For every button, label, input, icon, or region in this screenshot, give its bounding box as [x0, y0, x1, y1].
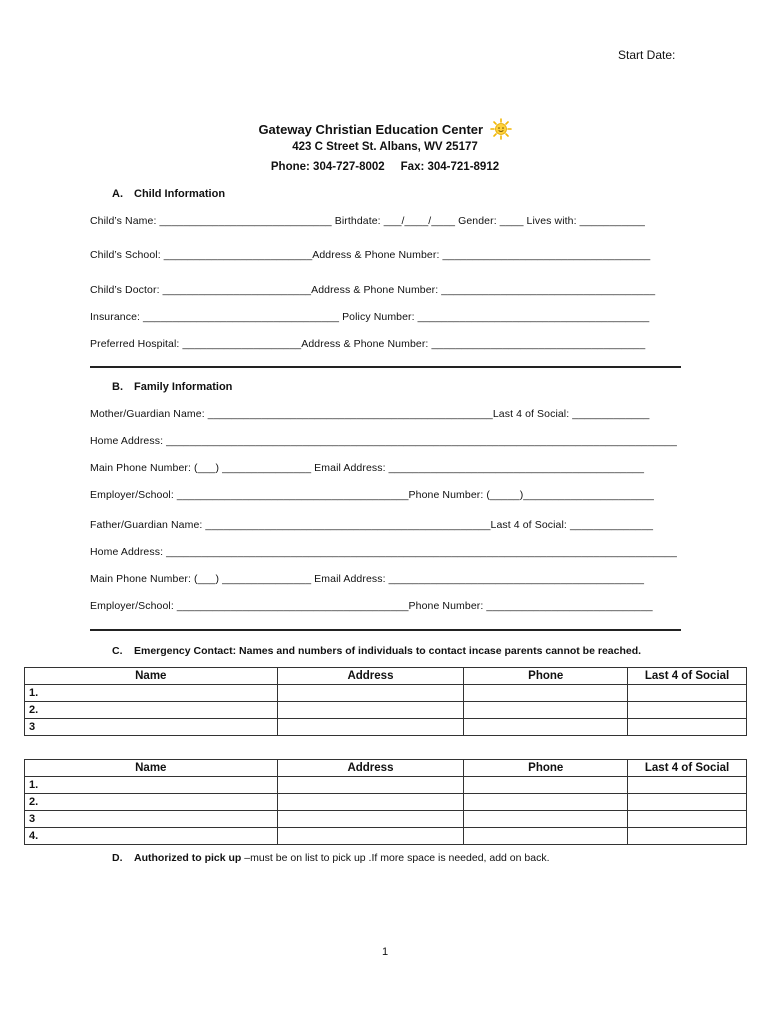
child-school-line[interactable]: Child’s School: _________________________Address & Phone Number: ___________________________________	[90, 249, 651, 261]
center-title	[0, 118, 770, 143]
column-header-name: Name	[25, 668, 278, 685]
last4-cell[interactable]	[628, 811, 747, 828]
page-number: 1	[381, 946, 389, 958]
address-cell[interactable]	[277, 719, 464, 736]
address-cell[interactable]	[277, 702, 464, 719]
table-row	[25, 811, 747, 828]
column-header-address: Address	[277, 760, 464, 777]
child-doctor-line[interactable]: Child’s Doctor: _________________________Address & Phone Number: ____________________________________	[90, 284, 656, 296]
center-phone-fax: Phone: 304-727-8002 Fax: 304-721-8912	[270, 161, 500, 173]
section-c-title: Emergency Contact: Names and numbers of individuals to contact incase parents cannot be reached.	[134, 645, 642, 657]
mother-employer-line[interactable]: Employer/School: _______________________________________Phone Number: (_____)______________________	[90, 489, 654, 501]
address-cell[interactable]	[277, 828, 464, 845]
sun-icon	[490, 118, 512, 143]
center-address: 423 C Street St. Albans, WV 25177	[292, 141, 478, 153]
column-header-name: Name	[25, 760, 278, 777]
father-name-line[interactable]: Father/Guardian Name: ________________________________________________Last 4 of Social: ______________	[90, 519, 654, 531]
column-header-phone: Phone	[464, 760, 628, 777]
row-number[interactable]: 1.	[25, 777, 278, 794]
table-row	[25, 794, 747, 811]
row-number[interactable]: 4.	[25, 828, 278, 845]
section-d-title: Authorized to pick up	[134, 852, 242, 864]
last4-cell[interactable]	[628, 794, 747, 811]
mother-main-phone-line[interactable]: Main Phone Number: (___) _______________ Email Address: ___________________________________________	[90, 462, 645, 474]
table-row	[25, 828, 747, 845]
mother-name-line[interactable]: Mother/Guardian Name: ________________________________________________Last 4 of Social: _____________	[90, 408, 650, 420]
emergency-contact-table	[24, 667, 747, 736]
table-row	[25, 702, 747, 719]
section-d-heading	[112, 852, 550, 864]
section-a-letter: A.	[112, 188, 123, 200]
father-main-phone-line[interactable]: Main Phone Number: (___) _______________ Email Address: ___________________________________________	[90, 573, 645, 585]
section-a-title: Child Information	[134, 188, 226, 200]
start-date-label: Start Date:	[618, 48, 676, 62]
father-home-address-line[interactable]: Home Address: ______________________________________________________________________________________	[90, 546, 677, 558]
pickup-table	[24, 759, 747, 845]
column-header-address: Address	[277, 668, 464, 685]
phone-cell[interactable]	[464, 811, 628, 828]
column-header-phone: Phone	[464, 668, 628, 685]
row-number[interactable]: 2.	[25, 794, 278, 811]
section-d-note: –must be on list to pick up .If more space is needed, add on back.	[241, 852, 550, 864]
section-divider	[90, 629, 681, 631]
preferred-hospital-line[interactable]: Preferred Hospital: ____________________Address & Phone Number: ____________________________________	[90, 338, 646, 350]
table-row	[25, 685, 747, 702]
table-header-row	[25, 668, 747, 685]
section-c-letter: C.	[112, 645, 123, 657]
last4-cell[interactable]	[628, 828, 747, 845]
row-number[interactable]: 2.	[25, 702, 278, 719]
table-row	[25, 719, 747, 736]
phone-cell[interactable]	[464, 719, 628, 736]
phone-cell[interactable]	[464, 777, 628, 794]
column-header-last4: Last 4 of Social	[628, 760, 747, 777]
phone-cell[interactable]	[464, 685, 628, 702]
section-b-heading	[112, 381, 232, 393]
address-cell[interactable]	[277, 777, 464, 794]
phone-cell[interactable]	[464, 794, 628, 811]
last4-cell[interactable]	[628, 685, 747, 702]
section-c-heading	[112, 645, 641, 657]
section-b-letter: B.	[112, 381, 123, 393]
row-number[interactable]: 1.	[25, 685, 278, 702]
father-employer-line[interactable]: Employer/School: _______________________________________Phone Number: ____________________________	[90, 600, 653, 612]
table-row	[25, 777, 747, 794]
last4-cell[interactable]	[628, 719, 747, 736]
phone-cell[interactable]	[464, 702, 628, 719]
row-number[interactable]: 3	[25, 719, 278, 736]
section-d-letter: D.	[112, 852, 123, 864]
address-cell[interactable]	[277, 685, 464, 702]
table-header-row	[25, 760, 747, 777]
section-divider	[90, 366, 681, 368]
column-header-last4: Last 4 of Social	[628, 668, 747, 685]
address-cell[interactable]	[277, 811, 464, 828]
center-name: Gateway Christian Education Center	[258, 122, 484, 137]
last4-cell[interactable]	[628, 777, 747, 794]
insurance-line[interactable]: Insurance: _________________________________ Policy Number: _______________________________________	[90, 311, 650, 323]
phone-cell[interactable]	[464, 828, 628, 845]
child-name-line[interactable]: Child’s Name: _____________________________ Birthdate: ___/____/____ Gender: ____ Lives with: ___________	[90, 215, 645, 227]
last4-cell[interactable]	[628, 702, 747, 719]
row-number[interactable]: 3	[25, 811, 278, 828]
address-cell[interactable]	[277, 794, 464, 811]
section-a-heading	[112, 188, 225, 200]
section-b-title: Family Information	[134, 381, 233, 393]
mother-home-address-line[interactable]: Home Address: ______________________________________________________________________________________	[90, 435, 677, 447]
